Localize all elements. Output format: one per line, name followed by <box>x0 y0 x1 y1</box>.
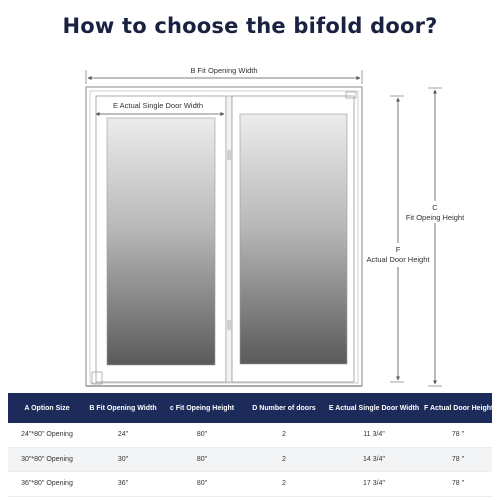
table-cell: 11 3/4" <box>363 431 385 439</box>
table-cell: 80" <box>196 431 208 439</box>
header-actual-door-height: F Actual Door Height <box>424 404 494 412</box>
header-fit-opening-width: B Fit Opening Width <box>89 404 157 412</box>
table-cell: 24" <box>117 431 129 439</box>
table-cell: 80" <box>196 480 208 488</box>
dimension-c-label: Fit Opeing Height <box>405 213 465 222</box>
table-cell: 2 <box>282 455 286 463</box>
dimension-c-letter: C <box>432 203 438 212</box>
dimension-f <box>367 96 431 382</box>
left-glass-panel <box>107 118 215 365</box>
table-cell: 17 3/4" <box>363 480 385 488</box>
size-table-header <box>8 393 492 423</box>
right-door-panel <box>232 92 356 382</box>
table-cell: 36"*80" Opening <box>21 480 73 488</box>
table-row <box>8 472 492 497</box>
table-cell: 14 3/4" <box>363 455 385 463</box>
table-row <box>8 423 492 448</box>
dimension-e-label: E Actual Single Door Width <box>112 101 204 110</box>
table-cell: 78 " <box>451 480 465 488</box>
dimension-f-letter: F <box>395 245 401 254</box>
page-title: How to choose the bifold door? <box>62 14 438 38</box>
table-cell: 30"*80" Opening <box>21 455 73 463</box>
dimension-c <box>406 88 465 386</box>
left-door-panel <box>92 96 226 384</box>
dimension-f-label: Actual Door Height <box>366 255 430 264</box>
header-actual-single-door-width: E Actual Single Door Width <box>328 404 420 412</box>
header-fit-opening-height: c Fit Opeing Height <box>169 404 235 412</box>
table-cell: 30" <box>117 455 129 463</box>
right-glass-panel <box>240 114 347 364</box>
dimension-b-label: B Fit Opening Width <box>190 66 258 75</box>
center-hinge <box>226 96 232 382</box>
table-cell: 2 <box>282 431 286 439</box>
table-cell: 78 " <box>451 431 465 439</box>
table-cell: 36" <box>117 480 129 488</box>
table-cell: 2 <box>282 480 286 488</box>
table-cell: 78 " <box>451 455 465 463</box>
header-option-size: A Option Size <box>24 404 70 412</box>
table-cell: 80" <box>196 455 208 463</box>
header-number-of-doors: D Number of doors <box>252 404 316 412</box>
dimension-b <box>86 66 362 84</box>
size-table <box>8 393 492 497</box>
table-row <box>8 448 492 473</box>
table-cell: 24"*80" Opening <box>21 431 73 439</box>
